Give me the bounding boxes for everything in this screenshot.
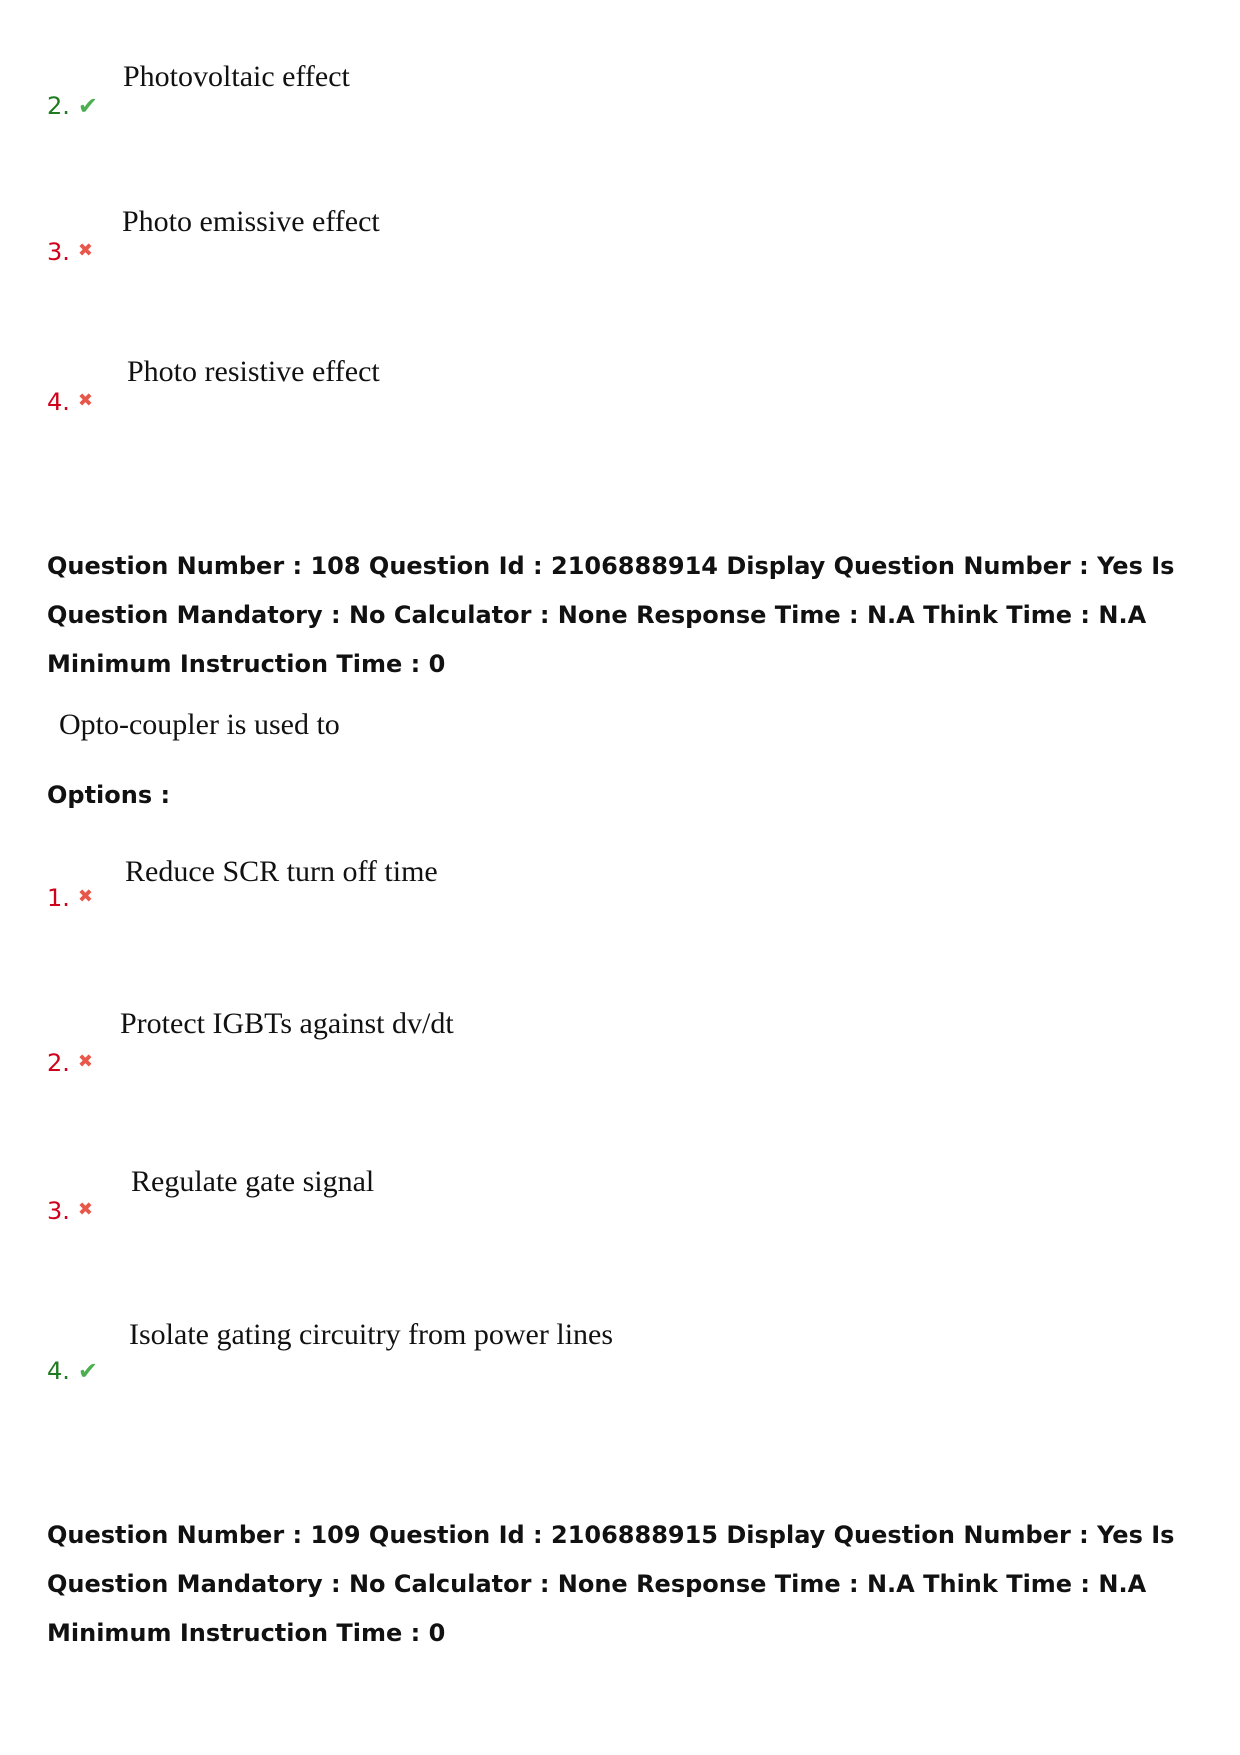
cross-icon: ✖ <box>77 240 93 261</box>
option-number <box>47 92 98 120</box>
option-index: 1. <box>47 884 70 912</box>
option-index: 4. <box>47 1357 70 1385</box>
option-number <box>47 1357 98 1385</box>
option-number <box>47 238 93 266</box>
option-index: 3. <box>47 238 70 266</box>
cross-icon: ✖ <box>77 1199 93 1220</box>
cross-icon: ✖ <box>77 886 93 907</box>
check-icon: ✔ <box>77 1357 99 1385</box>
cross-icon: ✖ <box>77 390 93 411</box>
option-number <box>47 884 93 912</box>
question-meta: Question Number : 109 Question Id : 2106888915 Display Question Number : Yes Is Question Mandatory : No Calculator : None Response Time : N.A Think Time : N.A Minimum Instruction Time : 0 <box>47 1521 1175 1647</box>
option-number <box>47 1049 93 1077</box>
question-meta: Question Number : 108 Question Id : 2106888914 Display Question Number : Yes Is Question Mandatory : No Calculator : None Response Time : N.A Think Time : N.A Minimum Instruction Time : 0 <box>47 552 1175 678</box>
option-index: 4. <box>47 388 70 416</box>
option-number <box>47 1197 93 1225</box>
option-text: Photo emissive effect <box>122 205 380 238</box>
question-text: Opto-coupler is used to <box>59 708 340 741</box>
option-text: Photovoltaic effect <box>123 60 350 93</box>
check-icon: ✔ <box>77 92 99 120</box>
option-text: Regulate gate signal <box>131 1165 375 1198</box>
option-text: Reduce SCR turn off time <box>125 855 438 888</box>
option-text: Photo resistive effect <box>127 355 380 388</box>
option-text: Isolate gating circuitry from power lines <box>129 1318 614 1351</box>
options-label: Options : <box>47 781 171 809</box>
option-text: Protect IGBTs against dv/dt <box>120 1007 454 1040</box>
option-index: 3. <box>47 1197 70 1225</box>
option-index: 2. <box>47 1049 70 1077</box>
option-number <box>47 388 93 416</box>
option-index: 2. <box>47 92 70 120</box>
cross-icon: ✖ <box>77 1051 93 1072</box>
